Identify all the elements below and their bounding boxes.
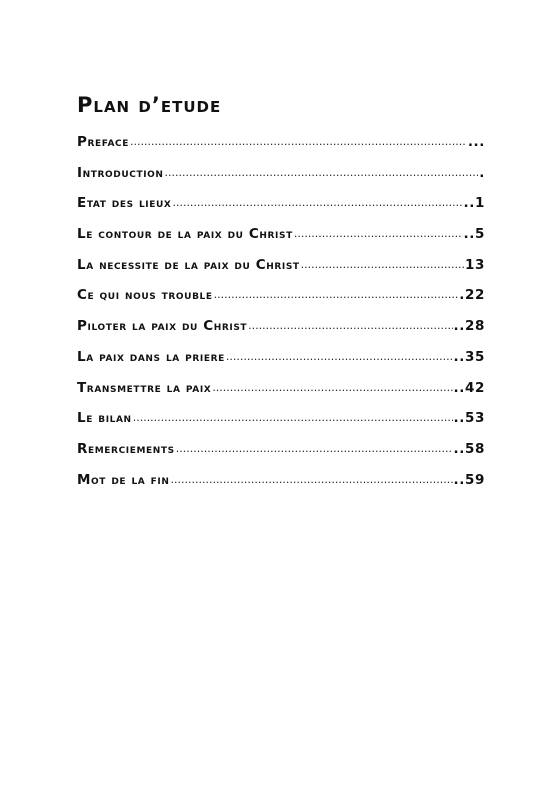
toc-entry-transmettre-paix: [77, 380, 485, 411]
toc-dot-leader: [248, 319, 452, 332]
toc-entry-page: ..35: [453, 348, 485, 365]
toc-entry-preface: [77, 134, 485, 165]
page-title: Plan d’etude: [77, 93, 222, 117]
toc-entry-necessite-paix: [77, 257, 485, 288]
toc-entry-page: ...: [467, 134, 485, 150]
toc-entry-page: 13: [465, 256, 485, 273]
toc-dot-leader: [301, 258, 464, 271]
toc-entry-page: ..58: [453, 440, 485, 457]
toc-entry-page: .: [479, 164, 485, 181]
toc-entry-mot-de-la-fin: [77, 472, 485, 503]
toc-entry-page: ..59: [453, 471, 485, 488]
toc-dot-leader: [133, 411, 453, 424]
toc-dot-leader: [214, 288, 459, 301]
toc-dot-leader: [294, 227, 463, 240]
toc-entry-label: La necessite de la paix du Christ: [77, 256, 300, 273]
toc-entry-page: ..42: [453, 379, 485, 396]
toc-dot-leader: [176, 442, 453, 455]
toc-entry-label: Remerciements: [77, 440, 175, 457]
toc-dot-leader: [212, 381, 452, 394]
toc-dot-leader: [130, 135, 467, 148]
toc-entry-label: Introduction: [77, 164, 164, 181]
toc-entry-introduction: [77, 165, 485, 196]
toc-entry-label: Piloter la paix du Christ: [77, 318, 248, 335]
toc-entry-label: Le bilan: [77, 410, 132, 427]
toc-entry-bilan: [77, 410, 485, 441]
toc-entry-page: ..28: [453, 318, 485, 335]
toc-dot-leader: [170, 473, 452, 486]
table-of-contents: [77, 134, 485, 502]
toc-dot-leader: [165, 166, 479, 179]
toc-entry-label: Preface: [77, 134, 130, 150]
toc-dot-leader: [226, 350, 453, 363]
toc-entry-paix-priere: [77, 349, 485, 380]
toc-entry-label: Etat des lieux: [77, 195, 172, 212]
toc-entry-label: Transmettre la paix: [77, 379, 212, 396]
toc-entry-etat-des-lieux: [77, 195, 485, 226]
toc-entry-page: ..5: [463, 226, 485, 243]
toc-entry-remerciements: [77, 441, 485, 472]
toc-entry-page: ..1: [463, 195, 485, 212]
toc-entry-page: ..53: [453, 410, 485, 427]
toc-entry-label: Mot de la fin: [77, 471, 170, 488]
toc-entry-ce-qui-nous-trouble: [77, 287, 485, 318]
toc-entry-contour-paix: [77, 226, 485, 257]
toc-dot-leader: [172, 196, 462, 209]
toc-entry-label: Ce qui nous trouble: [77, 287, 213, 304]
toc-entry-label: La paix dans la priere: [77, 348, 225, 365]
toc-entry-page: .22: [459, 287, 485, 304]
toc-entry-piloter-paix: [77, 318, 485, 349]
toc-entry-label: Le contour de la paix du Christ: [77, 226, 293, 243]
